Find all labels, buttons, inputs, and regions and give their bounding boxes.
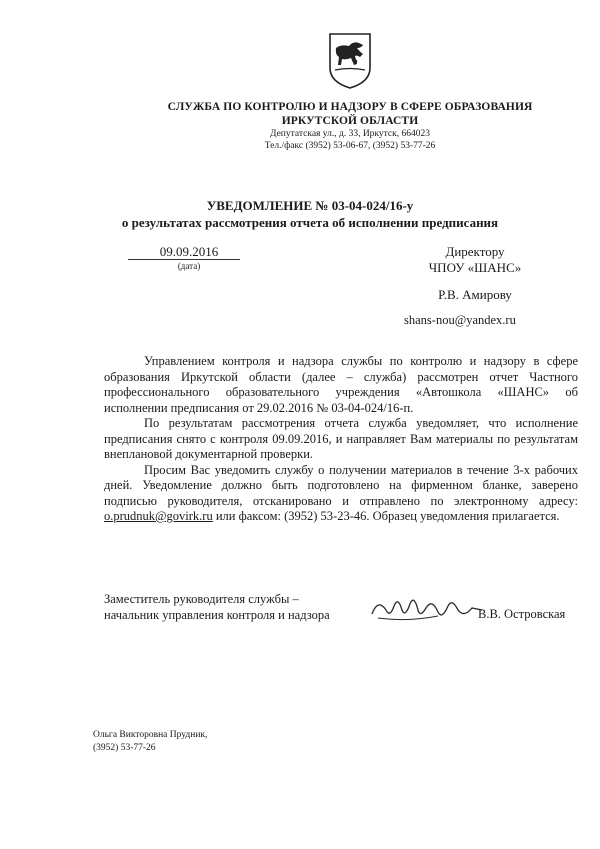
organization-name [150, 100, 550, 128]
signatory-position-line-1: Заместитель руководителя службы – [104, 592, 299, 606]
executor-phone: (3952) 53-77-26 [93, 743, 156, 753]
coat-of-arms-emblem [327, 32, 373, 90]
addressee-name: Р.В. Амирову [438, 287, 512, 302]
organization-contacts [150, 128, 550, 152]
org-phone: Тел./факс (3952) 53-06-67, (3952) 53-77-26 [264, 141, 436, 151]
date-underline [128, 259, 240, 260]
title-line-2: о результатах рассмотрения отчета об исполнении предписания [121, 215, 499, 230]
org-address: Депутатская ул., д. 33, Иркутск, 664023 [269, 129, 431, 139]
signatory-name: В.В. Островская [478, 607, 566, 621]
letter-body [104, 354, 578, 525]
body-paragraph-2: По результатам рассмотрения отчета служба уведомляет, что исполнение предписания снято с контроля 09.09.2016, и направляет Вам материалы по результатам внеплановой документарной проверки. [104, 416, 578, 461]
body-paragraph-3 [104, 463, 578, 525]
body-paragraph-3-tail: или факсом: (3952) 53-23-46. Образец уведомления прилагается. [212, 509, 560, 523]
executor-name: Ольга Викторовна Прудник, [93, 730, 208, 740]
org-name-line-2: ИРКУТСКОЙ ОБЛАСТИ [281, 115, 419, 127]
addressee-role-line-2: ЧПОУ «ШАНС» [428, 260, 522, 275]
addressee-role [400, 244, 550, 276]
document-title [110, 197, 510, 231]
body-paragraph-3-text: Просим Вас уведомить службу о получении материалов в течение 3-х рабочих дней. Уведомление должно быть подготовлено на фирменном бланке, заверено подписью руководителя, отсканировано и отправлено по электронному адресу: [104, 462, 578, 508]
body-paragraph-1: Управлением контроля и надзора службы по контролю и надзору в сфере образования Иркутской области (далее – служба) рассмотрен отчет Частного профессионального образовательного учреждения «Автошкола «ШАНС» об исполнении предписания от 29.02.2016 № 03-04-024/16-п. [104, 354, 578, 415]
addressee-email: shans-nou@yandex.ru [404, 313, 516, 327]
title-line-1: УВЕДОМЛЕНИЕ № 03-04-024/16-у [206, 198, 414, 213]
org-name-line-1: СЛУЖБА ПО КОНТРОЛЮ И НАДЗОРУ В СФЕРЕ ОБРАЗОВАНИЯ [167, 101, 533, 113]
document-date: 09.09.2016 [159, 244, 219, 259]
handwritten-signature [368, 588, 488, 628]
date-caption: (дата) [177, 261, 201, 271]
contact-email-link[interactable]: o.prudnuk@govirk.ru [104, 509, 213, 523]
addressee-role-line-1: Директору [445, 244, 505, 259]
signatory-position-line-2: начальник управления контроля и надзора [104, 608, 330, 622]
